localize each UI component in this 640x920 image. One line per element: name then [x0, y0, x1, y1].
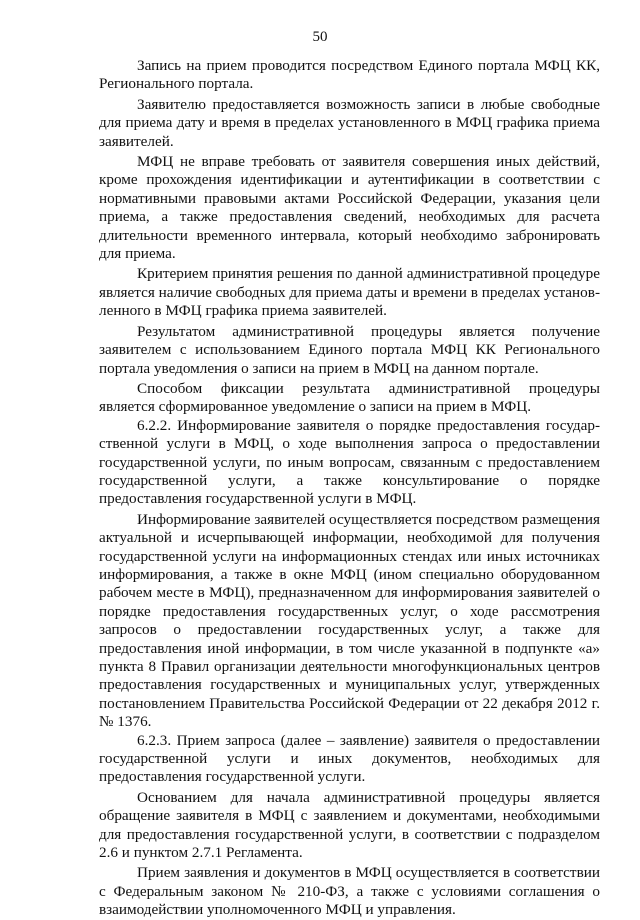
paragraph-section-6-2-3: 6.2.3. Прием запроса (далее – заявление) заявителя о предоставлении государственной услуги и иных документов, необходимых для предоставления государственной услуги.: [99, 731, 600, 786]
paragraph-result-fixation: Способом фиксации результата административной процедуры является сформированное уведомление о записи на прием в МФЦ.: [99, 379, 600, 416]
paragraph-application-acceptance: Прием заявления и документов в МФЦ осуществляется в соответствии с Федеральным законом № 210-ФЗ, а также с условиями соглашения о взаимодействии уполномоченного МФЦ и управления.: [99, 864, 600, 919]
paragraph-procedure-result: Результатом административной процедуры является получение заявителем с использованием Единого портала МФЦ КК Регионального портала уведомления о записи на прием в МФЦ на данном портале.: [99, 322, 600, 377]
paragraph-informing-applicants: Информирование заявителей осуществляется посредством размещения актуальной и исчерпывающей информации, необходимой для получения государственной услуги на информационных стендах или иных источниках информирования, а также в окне МФЦ (ином специально оборудованном рабочем месте в МФЦ), предназначенном для информирования заявителей о порядке предоставления государственных услуг, о ходе рассмотрения запросов о предоставлении государственных услуг, а также для предоставления иной информации, в том числе указанной в подпункте «а» пункта 8 Правил организации деятельности многофункциональных центров предоставления государственных и муниципальных услуг, утвержденных постановлением Правительства Российской Федерации от 22 декабря 2012 г. № 1376.: [99, 510, 600, 731]
paragraph-record-method: Запись на прием проводится посредством Единого портала МФЦ КК, Регионального портала.: [99, 57, 600, 93]
paragraph-mfc-restrictions: МФЦ не вправе требовать от заявителя совершения иных действий, кроме прохождения идентификации и аутентификации в соответствии с нормативными правовыми актами Российской Федерации, указания цели приема, а также предоставления сведений, необходимых для расчета длительности временного интервала, который необходимо забронировать для приема.: [99, 153, 600, 263]
document-body: [99, 57, 600, 920]
paragraph-section-6-2-2: 6.2.2. Информирование заявителя о порядке предоставления государственной услуги в МФЦ, о ходе выполнения запроса о предоставлении государственной услуги, по иным вопросам, связанным с предоставлением государственной услуги, а также консультирование о порядке предоставления государственной услуги в МФЦ.: [99, 416, 600, 508]
paragraph-record-possibility: Заявителю предоставляется возможность записи в любые свободные для приема дату и время в пределах установленного в МФЦ графика приема заявителей.: [99, 95, 600, 150]
paragraph-procedure-basis: Основанием для начала административной процедуры является обращение заявителя в МФЦ с заявлением и документами, необходимыми для предоставления государственной услуги, в соответствии с подразделом 2.6 и пунктом 2.7.1 Регламента.: [99, 788, 600, 862]
page-number: 50: [312, 29, 328, 45]
paragraph-decision-criterion: Критерием принятия решения по данной административной процедуре является наличие свободных для приема даты и времени в пределах установленного в МФЦ графика приема заявителей.: [99, 265, 600, 320]
